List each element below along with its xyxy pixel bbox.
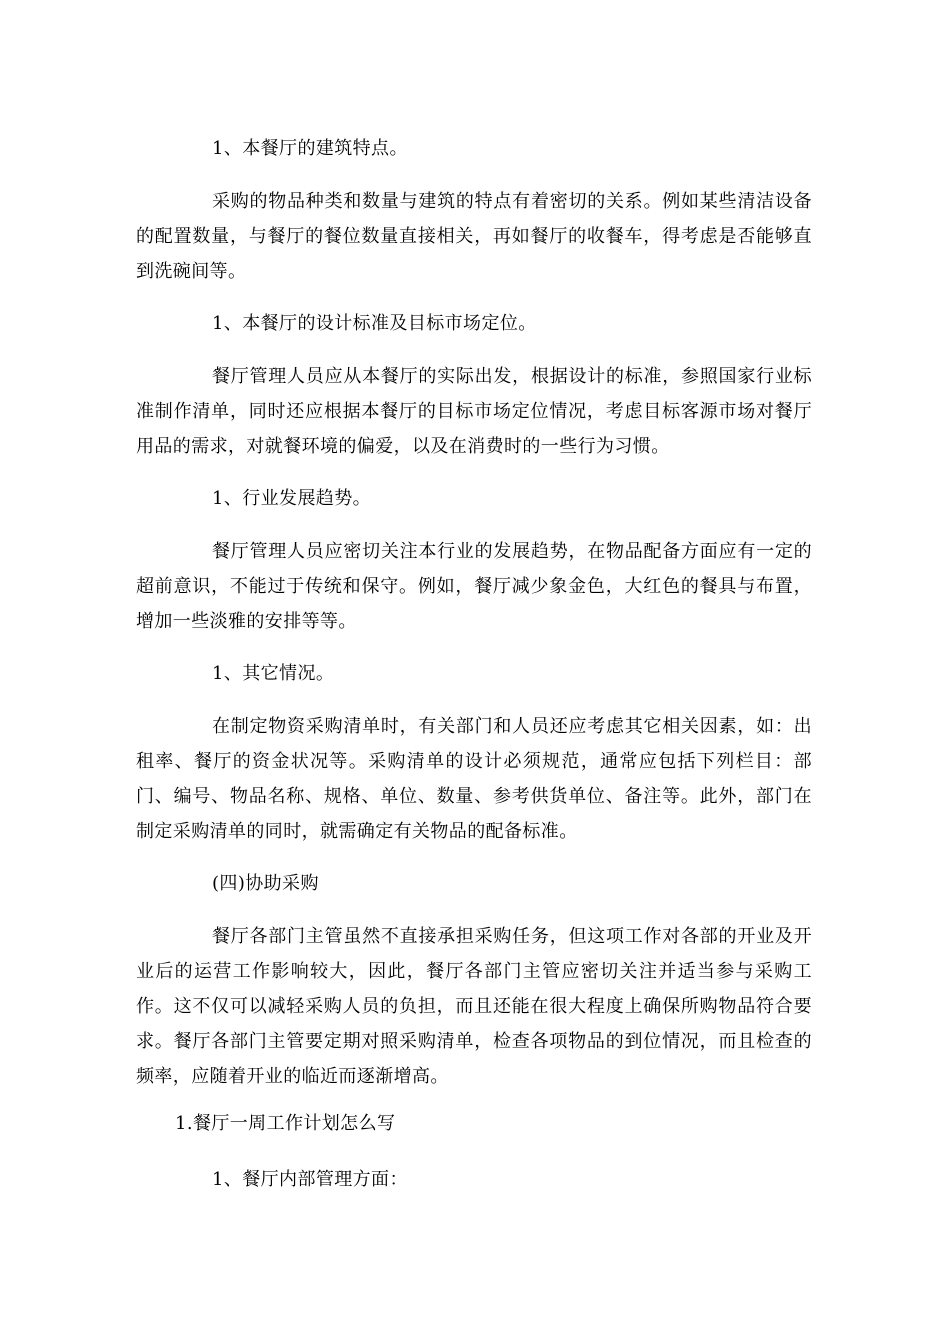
section-heading: 1、本餐厅的设计标准及目标市场定位。 (212, 313, 537, 334)
body-paragraph: 餐厅管理人员应从本餐厅的实际出发，根据设计的标准，参照国家行业标准制作清单，同时还应根据本餐厅的目标市场定位情况，考虑目标客源市场对餐厅用品的需求，对就餐环境的偏爱，以及在消费时的一些行为习惯。 (136, 366, 812, 457)
section-heading: 1、行业发展趋势。 (212, 488, 372, 509)
section-heading: 1、本餐厅的建筑特点。 (212, 138, 408, 159)
body-paragraph: 在制定物资采购清单时，有关部门和人员还应考虑其它相关因素，如：出租率、餐厅的资金状况等。采购清单的设计必须规范，通常应包括下列栏目：部门、编号、物品名称、规格、单位、数量、参考供货单位、备注等。此外，部门在制定采购清单的同时，就需确定有关物品的配备标准。 (136, 716, 812, 842)
section-heading: 1.餐厅一周工作计划怎么写 (175, 1113, 396, 1134)
section-heading: 1、其它情况。 (212, 663, 335, 684)
body-paragraph: 餐厅管理人员应密切关注本行业的发展趋势，在物品配备方面应有一定的超前意识，不能过于传统和保守。例如，餐厅减少象金色，大红色的餐具与布置，增加一些淡雅的安排等等。 (136, 541, 812, 632)
body-paragraph: 采购的物品种类和数量与建筑的特点有着密切的关系。例如某些清洁设备的配置数量，与餐厅的餐位数量直接相关，再如餐厅的收餐车，得考虑是否能够直到洗碗间等。 (136, 191, 812, 282)
section-heading: (四)协助采购 (212, 873, 319, 894)
body-paragraph: 餐厅各部门主管虽然不直接承担采购任务，但这项工作对各部的开业及开业后的运营工作影响较大，因此，餐厅各部门主管应密切关注并适当参与采购工作。这不仅可以减轻采购人员的负担，而且还能在很大程度上确保所购物品符合要求。餐厅各部门主管要定期对照采购清单，检查各项物品的到位情况，而且检查的频率，应随着开业的临近而逐渐增高。 (136, 926, 812, 1087)
section-heading: 1、餐厅内部管理方面： (212, 1169, 408, 1190)
